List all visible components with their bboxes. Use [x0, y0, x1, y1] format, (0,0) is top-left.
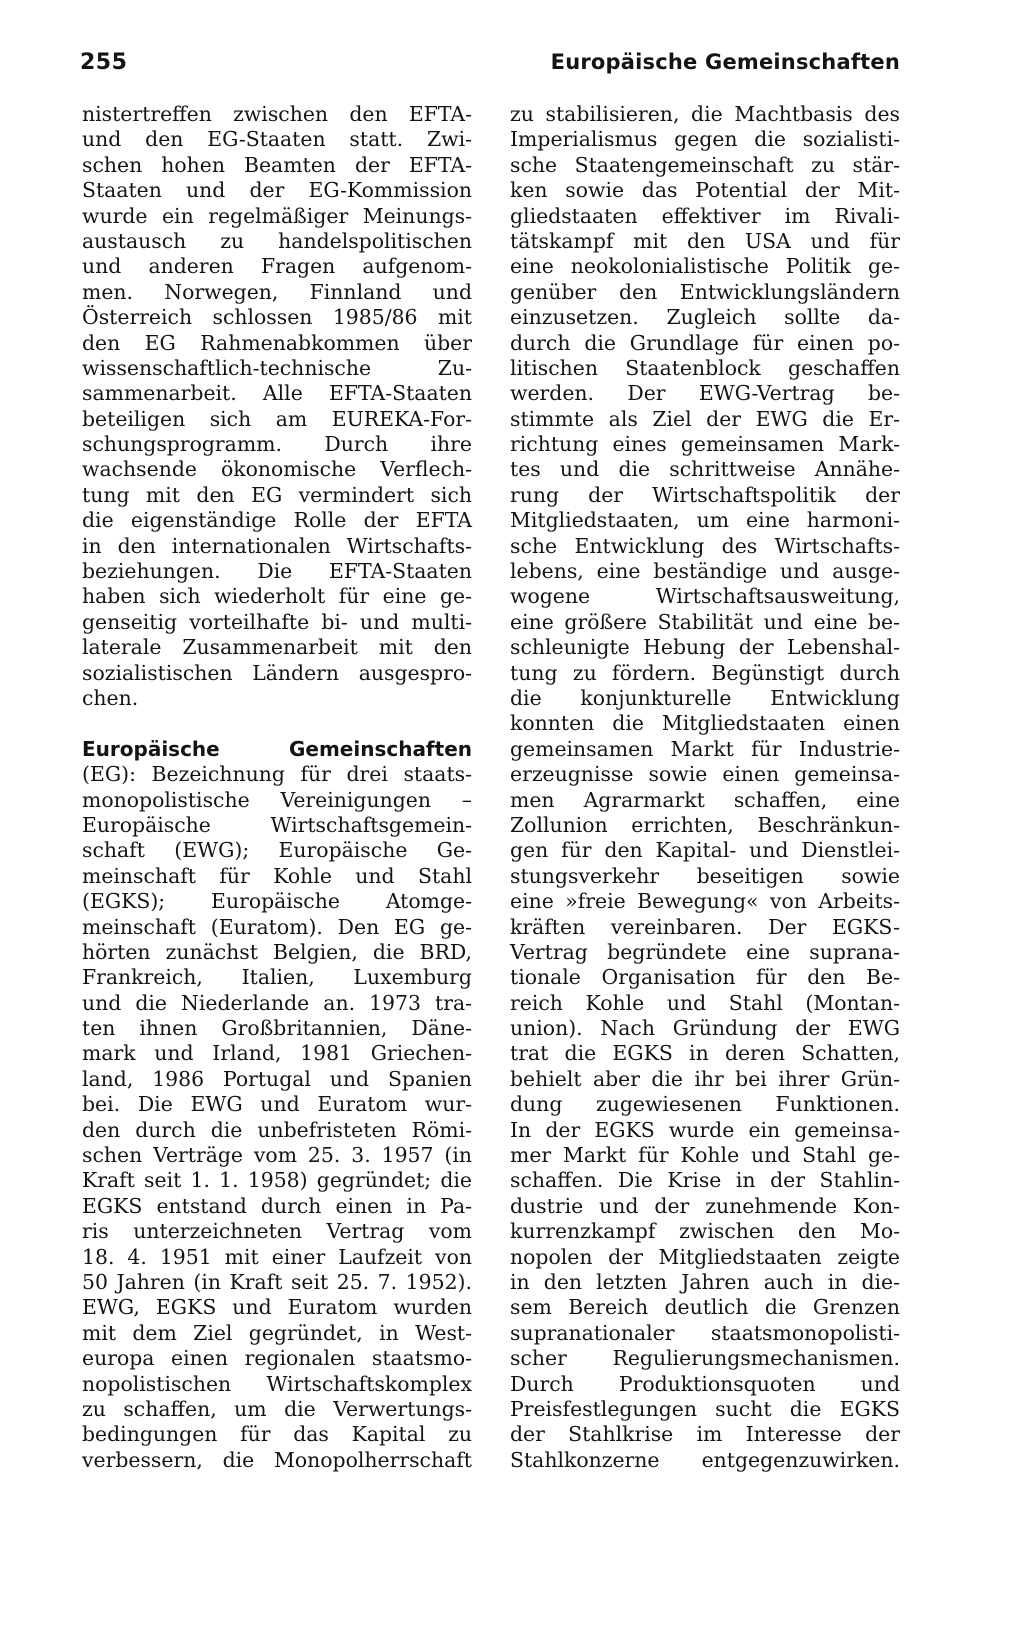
text-line: hörten zunächst Belgien, die BRD,: [82, 939, 472, 964]
text-line: EWG, EGKS und Euratom wurden: [82, 1295, 472, 1320]
text-line: und anderen Fragen aufgenom-: [82, 254, 472, 279]
paragraph-entry-continuation: [510, 102, 900, 1473]
text-line: behielt aber die ihr bei ihrer Grün-: [510, 1066, 900, 1091]
text-line: eine neokolonialistische Politik ge-: [510, 254, 900, 279]
text-line: austausch zu handelspolitischen: [82, 228, 472, 253]
text-line: Europäische Wirtschaftsgemein-: [82, 812, 472, 837]
text-line: (EGKS); Europäische Atomge-: [82, 889, 472, 914]
text-line: und die Niederlande an. 1973 tra-: [82, 990, 472, 1015]
text-line: supranationaler staatsmonopolisti-: [510, 1320, 900, 1345]
text-line: in den internationalen Wirtschafts-: [82, 533, 472, 558]
text-line: (EG): Bezeichnung für drei staats-: [82, 762, 472, 787]
text-line: laterale Zusammenarbeit mit den: [82, 635, 472, 660]
text-line: land, 1986 Portugal und Spanien: [82, 1066, 472, 1091]
text-line: tes und die schrittweise Annähe-: [510, 457, 900, 482]
text-line: durch die Grundlage für einen po-: [510, 330, 900, 355]
text-line: genseitig vorteilhafte bi- und multi-: [82, 609, 472, 634]
text-line: schen hohen Beamten der EFTA-: [82, 152, 472, 177]
text-line: gen für den Kapital- und Dienstlei-: [510, 838, 900, 863]
text-line: Stahlkonzerne entgegenzuwirken.: [510, 1447, 900, 1472]
text-line: sche Entwicklung des Wirtschafts-: [510, 533, 900, 558]
text-line: kurrenzkampf zwischen den Mo-: [510, 1219, 900, 1244]
text-line: sozialistischen Ländern ausgespro-: [82, 660, 472, 685]
text-line: In der EGKS wurde ein gemeinsa-: [510, 1117, 900, 1142]
page-number: 255: [80, 50, 128, 75]
text-line: dung zugewiesenen Funktionen.: [510, 1092, 900, 1117]
text-line: Preisfestlegungen sucht die EGKS: [510, 1396, 900, 1421]
text-line: sammenarbeit. Alle EFTA-Staaten: [82, 381, 472, 406]
left-column: [82, 102, 472, 1473]
text-line: litischen Staatenblock geschaffen: [510, 355, 900, 380]
text-line: kräften vereinbaren. Der EGKS-: [510, 914, 900, 939]
text-line: werden. Der EWG-Vertrag be-: [510, 381, 900, 406]
running-head: Europäische Gemeinschaften: [550, 50, 900, 74]
text-line: union). Nach Gründung der EWG: [510, 1016, 900, 1041]
text-line: ten ihnen Großbritannien, Däne-: [82, 1016, 472, 1041]
paragraph-efta-continuation: [82, 102, 472, 711]
text-line: gliedstaaten effektiver im Rivali-: [510, 203, 900, 228]
text-line: tionale Organisation für den Be-: [510, 965, 900, 990]
text-line: richtung eines gemeinsamen Mark-: [510, 432, 900, 457]
text-line: meinschaft für Kohle und Stahl: [82, 863, 472, 888]
text-line: verbessern, die Monopolherrschaft: [82, 1447, 472, 1472]
paragraph-entry-body: [82, 762, 472, 1473]
text-line: tung zu fördern. Begünstigt durch: [510, 660, 900, 685]
text-line: rung der Wirtschaftspolitik der: [510, 482, 900, 507]
text-line: men Agrarmarkt schaffen, eine: [510, 787, 900, 812]
text-line: wogene Wirtschaftsausweitung,: [510, 584, 900, 609]
text-line: wurde ein regelmäßiger Meinungs-: [82, 203, 472, 228]
text-line: wissenschaftlich-technische Zu-: [82, 355, 472, 380]
text-line: mark und Irland, 1981 Griechen-: [82, 1041, 472, 1066]
text-line: men. Norwegen, Finnland und: [82, 279, 472, 304]
text-line: und den EG-Staaten statt. Zwi-: [82, 127, 472, 152]
text-line: einzusetzen. Zugleich sollte da-: [510, 305, 900, 330]
text-line: zu stabilisieren, die Machtbasis des: [510, 102, 900, 126]
text-line: schaft (EWG); Europäische Ge-: [82, 838, 472, 863]
text-line: Frankreich, Italien, Luxemburg: [82, 965, 472, 990]
text-line: erzeugnisse sowie einen gemeinsa-: [510, 762, 900, 787]
text-line: genüber den Entwicklungsländern: [510, 279, 900, 304]
text-line: tung mit den EG vermindert sich: [82, 482, 472, 507]
text-line: schen Verträge vom 25. 3. 1957 (in: [82, 1143, 472, 1168]
text-line: den EG Rahmenabkommen über: [82, 330, 472, 355]
text-line: Vertrag begründete eine suprana-: [510, 939, 900, 964]
text-line: EGKS entstand durch einen in Pa-: [82, 1193, 472, 1218]
text-line: tätskampf mit den USA und für: [510, 228, 900, 253]
text-line: gemeinsamen Markt für Industrie-: [510, 736, 900, 761]
text-line: Österreich schlossen 1985/86 mit: [82, 305, 472, 330]
text-line: mer Markt für Kohle und Stahl ge-: [510, 1143, 900, 1168]
text-line: mit dem Ziel gegründet, in West-: [82, 1320, 472, 1345]
text-line: der Stahlkrise im Interesse der: [510, 1422, 900, 1447]
text-line: nopolistischen Wirtschaftskomplex: [82, 1371, 472, 1396]
text-line: konnten die Mitgliedstaaten einen: [510, 711, 900, 736]
text-line: monopolistische Vereinigungen –: [82, 787, 472, 812]
text-line: meinschaft (Euratom). Den EG ge-: [82, 914, 472, 939]
text-line: Staaten und der EG-Kommission: [82, 178, 472, 203]
entry-headword: [82, 737, 472, 762]
text-line: Imperialismus gegen die sozialisti-: [510, 127, 900, 152]
text-line: ris unterzeichneten Vertrag vom: [82, 1219, 472, 1244]
text-line: reich Kohle und Stahl (Montan-: [510, 990, 900, 1015]
headword-text: Europäische Gemeinschaften: [82, 736, 472, 761]
text-line: scher Regulierungsmechanismen.: [510, 1346, 900, 1371]
text-line: ken sowie das Potential der Mit-: [510, 178, 900, 203]
text-line: den durch die unbefristeten Römi-: [82, 1117, 472, 1142]
text-line: 50 Jahren (in Kraft seit 25. 7. 1952).: [82, 1269, 472, 1294]
text-line: dustrie und der zunehmende Kon-: [510, 1193, 900, 1218]
text-line: haben sich wiederholt für eine ge-: [82, 584, 472, 609]
text-line: beziehungen. Die EFTA-Staaten: [82, 559, 472, 584]
text-line: nistertreffen zwischen den EFTA-: [82, 102, 472, 126]
text-line: zu schaffen, um die Verwertungs-: [82, 1396, 472, 1421]
text-line: stimmte als Ziel der EWG die Er-: [510, 406, 900, 431]
text-line: schaffen. Die Krise in der Stahlin-: [510, 1168, 900, 1193]
text-line: Durch Produktionsquoten und: [510, 1371, 900, 1396]
right-column: [510, 102, 900, 1473]
text-line: sche Staatengemeinschaft zu stär-: [510, 152, 900, 177]
text-line: sem Bereich deutlich die Grenzen: [510, 1295, 900, 1320]
text-line: bei. Die EWG und Euratom wur-: [82, 1092, 472, 1117]
text-line: schleunigte Hebung der Lebenshal-: [510, 635, 900, 660]
text-line: europa einen regionalen staatsmo-: [82, 1346, 472, 1371]
text-line: stungsverkehr beseitigen sowie: [510, 863, 900, 888]
text-line: schungsprogramm. Durch ihre: [82, 432, 472, 457]
text-line: trat die EGKS in deren Schatten,: [510, 1041, 900, 1066]
text-line: wachsende ökonomische Verflech-: [82, 457, 472, 482]
text-line: in den letzten Jahren auch in die-: [510, 1269, 900, 1294]
text-line: chen.: [82, 685, 139, 710]
text-line: lebens, eine beständige und ausge-: [510, 559, 900, 584]
text-line: Zollunion errichten, Beschränkun-: [510, 812, 900, 837]
text-line: bedingungen für das Kapital zu: [82, 1422, 472, 1447]
text-line: die eigenständige Rolle der EFTA: [82, 508, 472, 533]
text-line: 18. 4. 1951 mit einer Laufzeit von: [82, 1244, 472, 1269]
text-line: die konjunkturelle Entwicklung: [510, 685, 900, 710]
text-line: Kraft seit 1. 1. 1958) gegründet; die: [82, 1168, 472, 1193]
text-line: nopolen der Mitgliedstaaten zeigte: [510, 1244, 900, 1269]
text-line: eine »freie Bewegung« von Arbeits-: [510, 889, 900, 914]
text-line: beteiligen sich am EUREKA-For-: [82, 406, 472, 431]
text-line: Mitgliedstaaten, um eine harmoni-: [510, 508, 900, 533]
text-line: eine größere Stabilität und eine be-: [510, 609, 900, 634]
paragraph-spacer: [82, 711, 472, 736]
